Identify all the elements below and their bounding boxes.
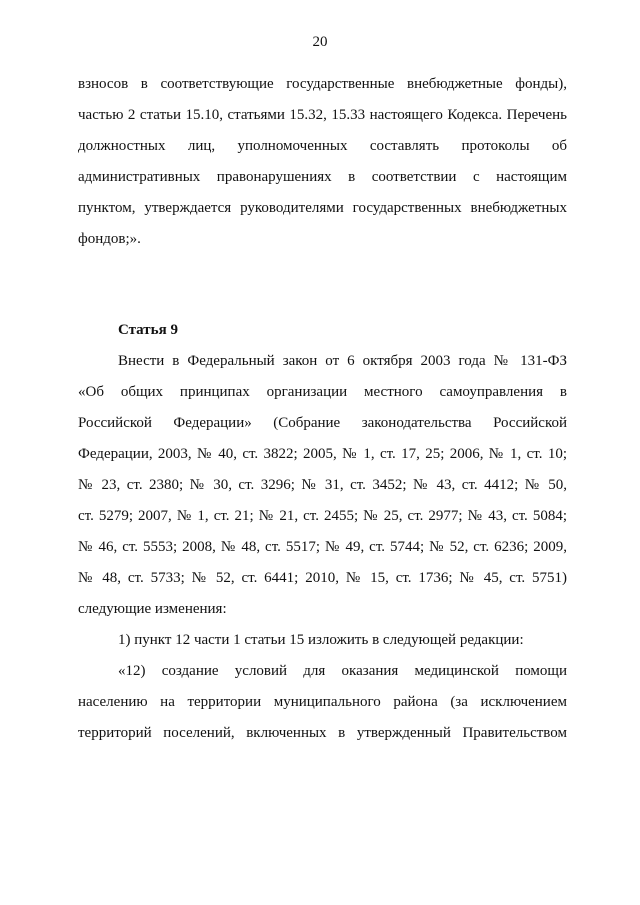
text-line: № 23, ст. 2380; № 30, ст. 3296; № 31, ст. 3452; № 43, ст. 4412; № 50, xyxy=(78,477,567,493)
text-line: «Об общих принципах организации местного самоуправления в xyxy=(78,384,567,400)
quote-line: населению на территории муниципального района (за исключением xyxy=(78,694,567,710)
text-line: взносов в соответствующие государственные внебюджетные фонды), xyxy=(78,76,567,92)
text-line: Федерации, 2003, № 40, ст. 3822; 2005, № 1, ст. 17, 25; 2006, № 1, ст. 10; xyxy=(78,446,567,462)
article-heading-container xyxy=(78,315,567,346)
quote-line: территорий поселений, включенных в утвержденный Правительством xyxy=(78,725,567,741)
text-line: фондов;». xyxy=(78,231,141,247)
text-line: № 46, ст. 5553; 2008, № 48, ст. 5517; № 49, ст. 5744; № 52, ст. 6236; 2009, xyxy=(78,539,567,555)
article-heading: Статья 9 xyxy=(118,322,178,338)
quote-line: «12) создание условий для оказания медицинской помощи xyxy=(118,663,567,679)
list-item-1: 1) пункт 12 части 1 статьи 15 изложить в следующей редакции: xyxy=(118,632,524,648)
text-line: административных правонарушениях в соответствии с настоящим xyxy=(78,169,567,185)
text-line: пунктом, утверждается руководителями государственных внебюджетных xyxy=(78,200,567,216)
page-number: 20 xyxy=(312,34,328,50)
text-line: должностных лиц, уполномоченных составлять протоколы об xyxy=(78,138,567,154)
text-line: частью 2 статьи 15.10, статьями 15.32, 15.33 настоящего Кодекса. Перечень xyxy=(78,107,567,123)
paragraph-continuation xyxy=(78,69,567,255)
text-line: Внести в Федеральный закон от 6 октября 2003 года № 131-ФЗ xyxy=(118,353,567,369)
text-line: ст. 5279; 2007, № 1, ст. 21; № 21, ст. 2455; № 25, ст. 2977; № 43, ст. 5084; xyxy=(78,508,567,524)
text-line: следующие изменения: xyxy=(78,601,227,617)
text-line: Российской Федерации» (Собрание законодательства Российской xyxy=(78,415,567,431)
text-line: № 48, ст. 5733; № 52, ст. 6441; 2010, № 15, ст. 1736; № 45, ст. 5751) xyxy=(78,570,567,586)
article-body xyxy=(78,346,567,749)
